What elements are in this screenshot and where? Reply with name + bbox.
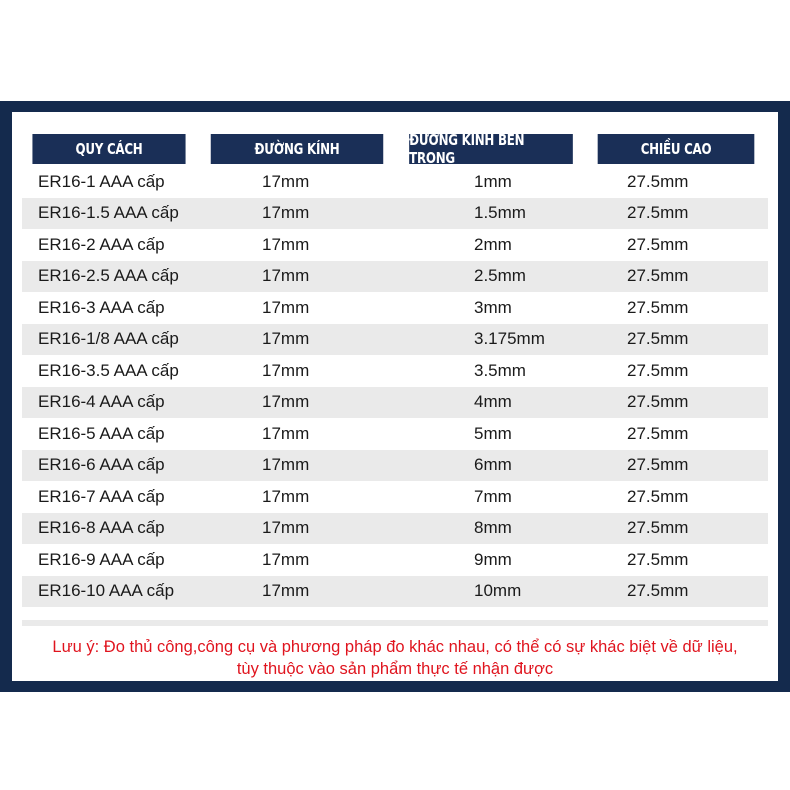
cell-inner-diameter: 7mm <box>474 486 512 506</box>
cell-inner-diameter: 3.5mm <box>474 360 526 380</box>
cell-height: 27.5mm <box>627 518 689 538</box>
table-row <box>22 481 768 513</box>
table-row <box>22 261 768 293</box>
cell-inner-diameter: 1mm <box>474 171 512 191</box>
cell-diameter: 17mm <box>262 171 310 191</box>
cell-diameter: 17mm <box>262 329 310 349</box>
cell-spec: ER16-9 AAA cấp <box>38 549 165 569</box>
cell-height: 27.5mm <box>627 581 689 601</box>
table-row <box>22 418 768 450</box>
cell-height: 27.5mm <box>627 297 689 317</box>
header-cell-diameter: ĐƯỜNG KÍNH <box>211 134 383 164</box>
cell-inner-diameter: 8mm <box>474 518 512 538</box>
table-row <box>22 292 768 324</box>
cell-height: 27.5mm <box>627 266 689 286</box>
table-row <box>22 544 768 576</box>
cell-inner-diameter: 2.5mm <box>474 266 526 286</box>
cell-diameter: 17mm <box>262 486 310 506</box>
cell-diameter: 17mm <box>262 581 310 601</box>
cell-height: 27.5mm <box>627 203 689 223</box>
disclaimer-line-1: Lưu ý: Đo thủ công,công cụ và phương pháp đo khác nhau, có thể có sự khác biệt về dữ liệu, <box>52 638 738 656</box>
cell-diameter: 17mm <box>262 234 310 254</box>
table-body <box>22 166 768 607</box>
cell-spec: ER16-1 AAA cấp <box>38 171 165 191</box>
disclaimer-note <box>12 636 778 680</box>
table-row <box>22 450 768 482</box>
cell-diameter: 17mm <box>262 423 310 443</box>
table-row <box>22 198 768 230</box>
cell-inner-diameter: 2mm <box>474 234 512 254</box>
cell-height: 27.5mm <box>627 455 689 475</box>
cell-height: 27.5mm <box>627 549 689 569</box>
cell-spec: ER16-4 AAA cấp <box>38 392 165 412</box>
table-row <box>22 355 768 387</box>
spec-panel <box>12 112 778 681</box>
table-row <box>22 166 768 198</box>
table-footer-bar <box>22 620 768 626</box>
cell-spec: ER16-1/8 AAA cấp <box>38 329 179 349</box>
table-row <box>22 576 768 608</box>
table-row <box>22 387 768 419</box>
header-cell-height: CHIỀU CAO <box>598 134 755 164</box>
cell-spec: ER16-10 AAA cấp <box>38 581 175 601</box>
cell-diameter: 17mm <box>262 203 310 223</box>
cell-height: 27.5mm <box>627 360 689 380</box>
cell-spec: ER16-3 AAA cấp <box>38 297 165 317</box>
cell-diameter: 17mm <box>262 297 310 317</box>
cell-spec: ER16-2.5 AAA cấp <box>38 266 179 286</box>
cell-spec: ER16-6 AAA cấp <box>38 455 165 475</box>
cell-spec: ER16-5 AAA cấp <box>38 423 165 443</box>
table-row <box>22 324 768 356</box>
cell-diameter: 17mm <box>262 455 310 475</box>
header-cell-spec: QUY CÁCH <box>32 134 185 164</box>
cell-spec: ER16-7 AAA cấp <box>38 486 165 506</box>
cell-diameter: 17mm <box>262 360 310 380</box>
cell-spec: ER16-8 AAA cấp <box>38 518 165 538</box>
disclaimer-line-2: tùy thuộc vào sản phẩm thực tế nhận được <box>236 660 554 678</box>
cell-inner-diameter: 1.5mm <box>474 203 526 223</box>
cell-spec: ER16-2 AAA cấp <box>38 234 165 254</box>
cell-diameter: 17mm <box>262 392 310 412</box>
cell-diameter: 17mm <box>262 266 310 286</box>
cell-height: 27.5mm <box>627 234 689 254</box>
cell-inner-diameter: 3mm <box>474 297 512 317</box>
cell-height: 27.5mm <box>627 171 689 191</box>
table-header <box>22 131 768 167</box>
cell-inner-diameter: 6mm <box>474 455 512 475</box>
cell-inner-diameter: 9mm <box>474 549 512 569</box>
cell-height: 27.5mm <box>627 423 689 443</box>
cell-height: 27.5mm <box>627 392 689 412</box>
cell-spec: ER16-1.5 AAA cấp <box>38 203 179 223</box>
cell-inner-diameter: 10mm <box>474 581 522 601</box>
cell-height: 27.5mm <box>627 329 689 349</box>
cell-diameter: 17mm <box>262 549 310 569</box>
cell-diameter: 17mm <box>262 518 310 538</box>
cell-inner-diameter: 3.175mm <box>474 329 545 349</box>
cell-inner-diameter: 4mm <box>474 392 512 412</box>
cell-inner-diameter: 5mm <box>474 423 512 443</box>
table-row <box>22 513 768 545</box>
cell-height: 27.5mm <box>627 486 689 506</box>
cell-spec: ER16-3.5 AAA cấp <box>38 360 179 380</box>
header-cell-inner-diameter: ĐƯỜNG KÍNH BÊN TRONG <box>409 134 573 164</box>
spec-frame <box>0 101 790 692</box>
table-row <box>22 229 768 261</box>
